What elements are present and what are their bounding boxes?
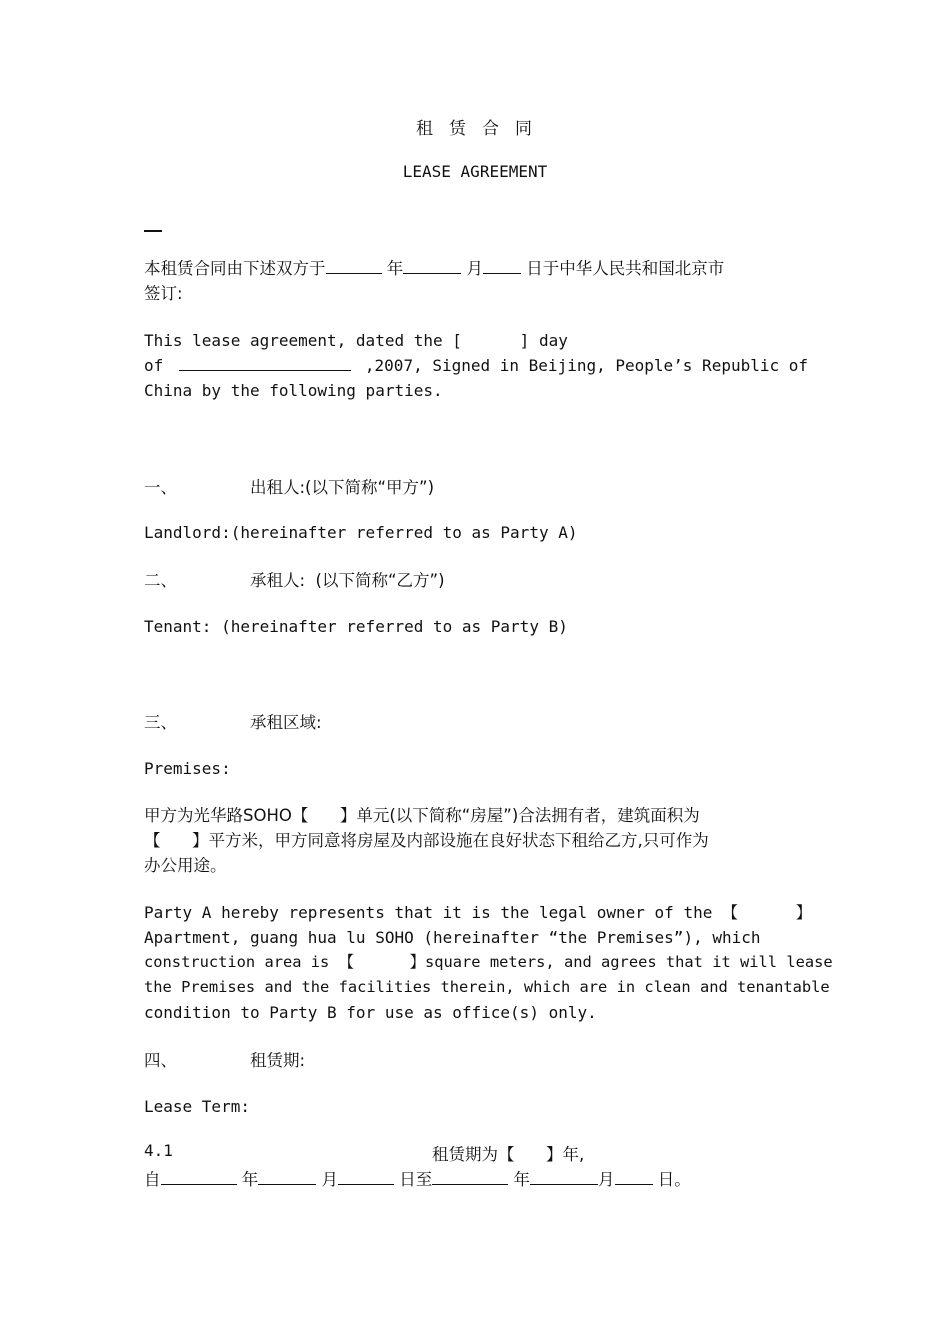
section-number: 三、: [144, 713, 177, 732]
premises-en-line: construction area is 【 】square meters, and agrees that it will lease: [144, 953, 833, 971]
section-en: Premises:: [144, 759, 231, 778]
term-dates: [144, 1166, 691, 1190]
blank-field[interactable]: [530, 1167, 598, 1185]
intro-cn-text: 日于中华人民共和国北京市: [526, 259, 725, 278]
intro-en-of: of: [144, 356, 164, 375]
term-month: 月: [321, 1170, 338, 1189]
title-chinese: [0, 114, 950, 139]
intro-en-line3: China by the following parties.: [144, 381, 443, 400]
title-char: 同: [515, 119, 534, 139]
section-number: 二、: [144, 571, 177, 590]
blank-field[interactable]: [483, 256, 521, 274]
blank-field[interactable]: [179, 353, 351, 371]
premises-en-line: Party A hereby represents that it is the legal owner of the 【 】: [144, 903, 812, 922]
intro-cn-month: 月: [466, 259, 483, 278]
premises-en-line: condition to Party B for use as office(s) only.: [144, 1003, 597, 1022]
intro-en-text: ,2007, Signed in Beijing, People’s Republic of: [364, 356, 809, 375]
section-number: 一、: [144, 478, 177, 497]
title-char: 租: [416, 119, 435, 139]
intro-cn-year: 年: [386, 259, 404, 278]
premises-en-line: Apartment, guang hua lu SOHO (hereinafter “the Premises”), which: [144, 928, 761, 947]
clause-number: 4.1: [144, 1141, 173, 1160]
short-rule: [144, 230, 162, 232]
term-day-to: 日至: [399, 1170, 433, 1189]
term-year2: 年: [513, 1170, 530, 1189]
section-number: 四、: [144, 1051, 177, 1070]
term-day-end: 日。: [657, 1170, 691, 1189]
section-en: Tenant: (hereinafter referred to as Party B): [144, 617, 568, 636]
blank-field[interactable]: [326, 256, 382, 274]
section-title: 承租人: (以下简称“乙方”): [250, 571, 445, 590]
blank-field[interactable]: [338, 1167, 394, 1185]
premises-cn-line: 【 】平方米，甲方同意将房屋及内部设施在良好状态下租给乙方,只可作为: [144, 831, 709, 850]
title-char: 合: [482, 119, 501, 139]
title-char: 赁: [449, 119, 468, 139]
intro-cn: [144, 256, 808, 306]
premises-en-line: the Premises and the facilities therein, which are in clean and tenantable: [144, 978, 830, 996]
blank-field[interactable]: [403, 256, 461, 274]
clause-text: 租赁期为【 】年,: [432, 1145, 585, 1164]
section-title: 承租区域:: [250, 713, 322, 732]
intro-cn-line2: 签订:: [144, 284, 183, 303]
premises-en: [144, 900, 833, 1025]
intro-cn-text: 本租赁合同由下述双方于: [144, 259, 326, 278]
blank-field[interactable]: [161, 1167, 237, 1185]
intro-en: [144, 328, 808, 403]
premises-cn-line: 甲方为光华路SOHO【 】单元(以下简称“房屋”)合法拥有者，建筑面积为: [144, 806, 700, 825]
term-from: 自: [144, 1170, 161, 1189]
intro-en-line1: This lease agreement, dated the [ ] day: [144, 331, 568, 350]
blank-field[interactable]: [258, 1167, 316, 1185]
term-month2: 月: [598, 1170, 615, 1189]
title-english: LEASE AGREEMENT: [402, 162, 548, 181]
section-title: 租赁期:: [250, 1051, 306, 1070]
section-title: 出租人:(以下简称“甲方”): [250, 478, 435, 497]
premises-cn-line: 办公用途。: [144, 856, 227, 875]
term-year: 年: [241, 1170, 259, 1189]
blank-field[interactable]: [615, 1167, 653, 1185]
blank-field[interactable]: [432, 1167, 508, 1185]
section-en: Landlord:(hereinafter referred to as Party A): [144, 523, 578, 542]
premises-cn: [144, 803, 808, 878]
section-en: Lease Term:: [144, 1097, 250, 1116]
